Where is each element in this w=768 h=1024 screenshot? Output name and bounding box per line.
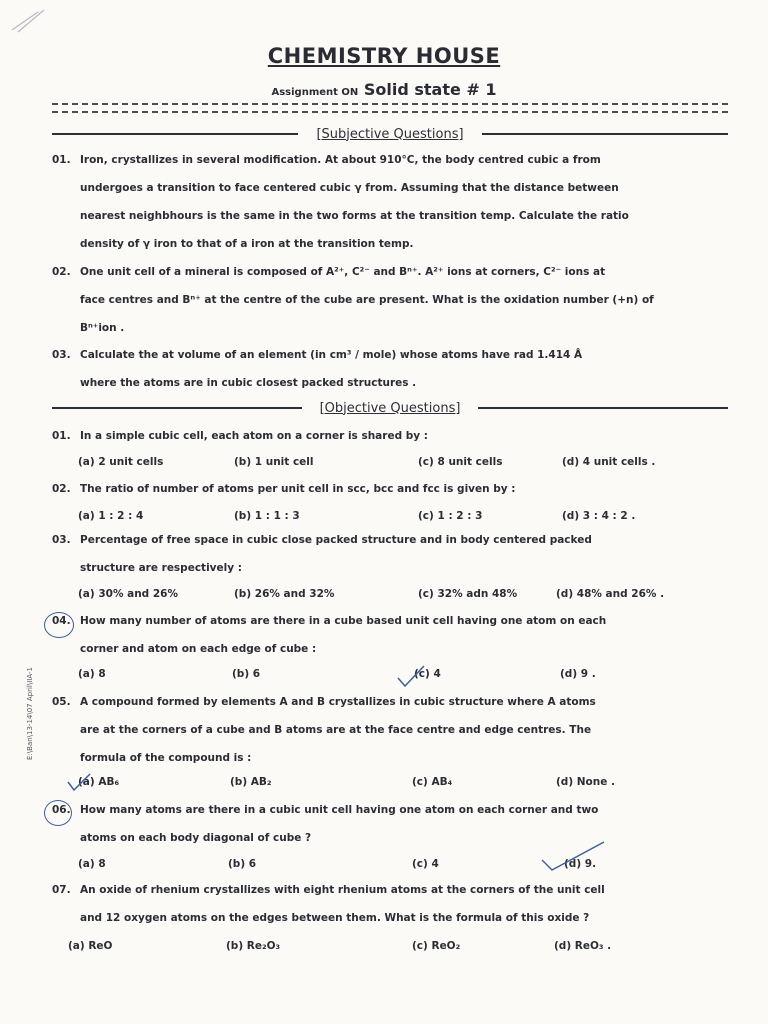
question-line: Percentage of free space in cubic close packed structure and in body centered packed <box>80 534 592 546</box>
option-d: (d) 4 unit cells . <box>562 456 656 468</box>
option-b: (b) 1 : 1 : 3 <box>234 510 300 522</box>
option-b: (b) 26% and 32% <box>234 588 335 600</box>
section-rule-left <box>52 407 302 409</box>
subjective-question-1 <box>52 146 730 258</box>
option-c: (c) ReO₂ <box>412 940 461 952</box>
subtitle-main: Solid state # 1 <box>363 80 497 99</box>
question-line: Bⁿ⁺ion . <box>80 322 125 334</box>
question-line: How many number of atoms are there in a cube based unit cell having one atom on each <box>80 615 607 627</box>
question-line: and 12 oxygen atoms on the edges between them. What is the formula of this oxide ? <box>80 912 590 924</box>
question-line: An oxide of rhenium crystallizes with eight rhenium atoms at the corners of the unit cell <box>80 884 605 896</box>
option-a: (a) ReO <box>68 940 113 952</box>
option-c: (c) AB₄ <box>412 776 453 788</box>
question-line: corner and atom on each edge of cube : <box>80 643 317 655</box>
header-divider <box>52 103 728 113</box>
question-line: density of γ iron to that of a iron at the transition temp. <box>80 238 414 250</box>
question-number: 03. <box>52 349 71 361</box>
subjective-question-2 <box>52 258 730 342</box>
section-rule-right <box>482 133 728 135</box>
question-number: 01. <box>52 430 71 442</box>
objective-question-7 <box>52 876 730 932</box>
question-number: 01. <box>52 154 71 166</box>
objective-question-1 <box>52 422 730 450</box>
option-c: (c) 4 <box>412 858 439 870</box>
objective-question-6 <box>52 796 730 852</box>
question-line: structure are respectively : <box>80 562 242 574</box>
option-b: (b) 6 <box>228 858 257 870</box>
question-line: The ratio of number of atoms per unit cell in scc, bcc and fcc is given by : <box>80 483 516 495</box>
options-row <box>68 940 738 960</box>
option-b: (b) AB₂ <box>230 776 272 788</box>
question-line: A compound formed by elements A and B crystallizes in cubic structure where A atoms <box>80 696 596 708</box>
options-row <box>78 456 738 476</box>
objective-question-2 <box>52 475 730 503</box>
question-number: 05. <box>52 696 71 708</box>
option-d: (d) None . <box>556 776 616 788</box>
option-a: (a) 30% and 26% <box>78 588 178 600</box>
question-number: 02. <box>52 266 71 278</box>
subjective-question-3 <box>52 341 730 397</box>
option-c: (c) 4 <box>414 668 441 680</box>
assignment-subtitle <box>0 80 768 99</box>
question-line: undergoes a transition to face centered cubic γ from. Assuming that the distance between <box>80 182 619 194</box>
section-rule-left <box>52 133 298 135</box>
pen-scribble-icon <box>8 6 48 34</box>
options-row <box>78 776 738 796</box>
option-d: (d) 48% and 26% . <box>556 588 665 600</box>
options-row <box>78 588 738 608</box>
objective-section-header <box>52 398 728 418</box>
question-line: face centres and Bⁿ⁺ at the centre of the cube are present. What is the oxidation number (+n) of <box>80 294 654 306</box>
subtitle-prefix: Assignment ON <box>271 87 359 98</box>
option-c: (c) 8 unit cells <box>418 456 503 468</box>
option-d: (d) 3 : 4 : 2 . <box>562 510 636 522</box>
option-a: (a) 2 unit cells <box>78 456 164 468</box>
option-c: (c) 32% adn 48% <box>418 588 518 600</box>
question-line: Calculate the at volume of an element (in cm³ / mole) whose atoms have rad 1.414 Å <box>80 349 583 361</box>
question-number: 03. <box>52 534 71 546</box>
option-d: (d) ReO₃ . <box>554 940 612 952</box>
objective-question-3 <box>52 526 730 582</box>
option-b: (b) Re₂O₃ <box>226 940 281 952</box>
option-a: (a) AB₆ <box>78 776 120 788</box>
question-line: In a simple cubic cell, each atom on a corner is shared by : <box>80 430 428 442</box>
option-b: (b) 1 unit cell <box>234 456 314 468</box>
handwritten-tick-icon <box>396 664 426 688</box>
subjective-section-label: [Subjective Questions] <box>316 126 464 142</box>
question-line: How many atoms are there in a cubic unit cell having one atom on each corner and two <box>80 804 599 816</box>
option-a: (a) 8 <box>78 668 106 680</box>
handwritten-tick-icon <box>538 840 608 874</box>
option-a: (a) 1 : 2 : 4 <box>78 510 144 522</box>
question-line: are at the corners of a cube and B atoms are at the face centre and edge centres. The <box>80 724 592 736</box>
option-c: (c) 1 : 2 : 3 <box>418 510 483 522</box>
option-a: (a) 8 <box>78 858 106 870</box>
handwritten-tick-icon <box>66 772 92 792</box>
option-d: (d) 9. <box>564 858 597 870</box>
objective-question-5 <box>52 688 730 772</box>
option-d: (d) 9 . <box>560 668 596 680</box>
question-line: Iron, crystallizes in several modification. At about 910°C, the body centred cubic a from <box>80 154 601 166</box>
question-number: 07. <box>52 884 71 896</box>
option-b: (b) 6 <box>232 668 261 680</box>
page-title: CHEMISTRY HOUSE <box>267 44 501 68</box>
question-line: where the atoms are in cubic closest packed structures . <box>80 377 417 389</box>
question-line: atoms on each body diagonal of cube ? <box>80 832 312 844</box>
objective-section-label: [Objective Questions] <box>319 400 461 416</box>
question-line: One unit cell of a mineral is composed of A²⁺, C²⁻ and Bⁿ⁺. A²⁺ ions at corners, C²⁻ ions at <box>80 266 606 278</box>
section-rule-right <box>478 407 728 409</box>
options-row <box>78 858 738 878</box>
question-line: nearest neighbhours is the same in the two forms at the transition temp. Calculate the ratio <box>80 210 629 222</box>
objective-question-4 <box>52 607 730 663</box>
side-file-note: E:\Ban\13-14\07 April\IIA-1 <box>26 667 34 760</box>
question-line: formula of the compound is : <box>80 752 252 764</box>
question-number: 02. <box>52 483 71 495</box>
subjective-section-header <box>52 124 728 144</box>
question-number: 06. <box>52 804 71 816</box>
question-number: 04. <box>52 615 71 627</box>
